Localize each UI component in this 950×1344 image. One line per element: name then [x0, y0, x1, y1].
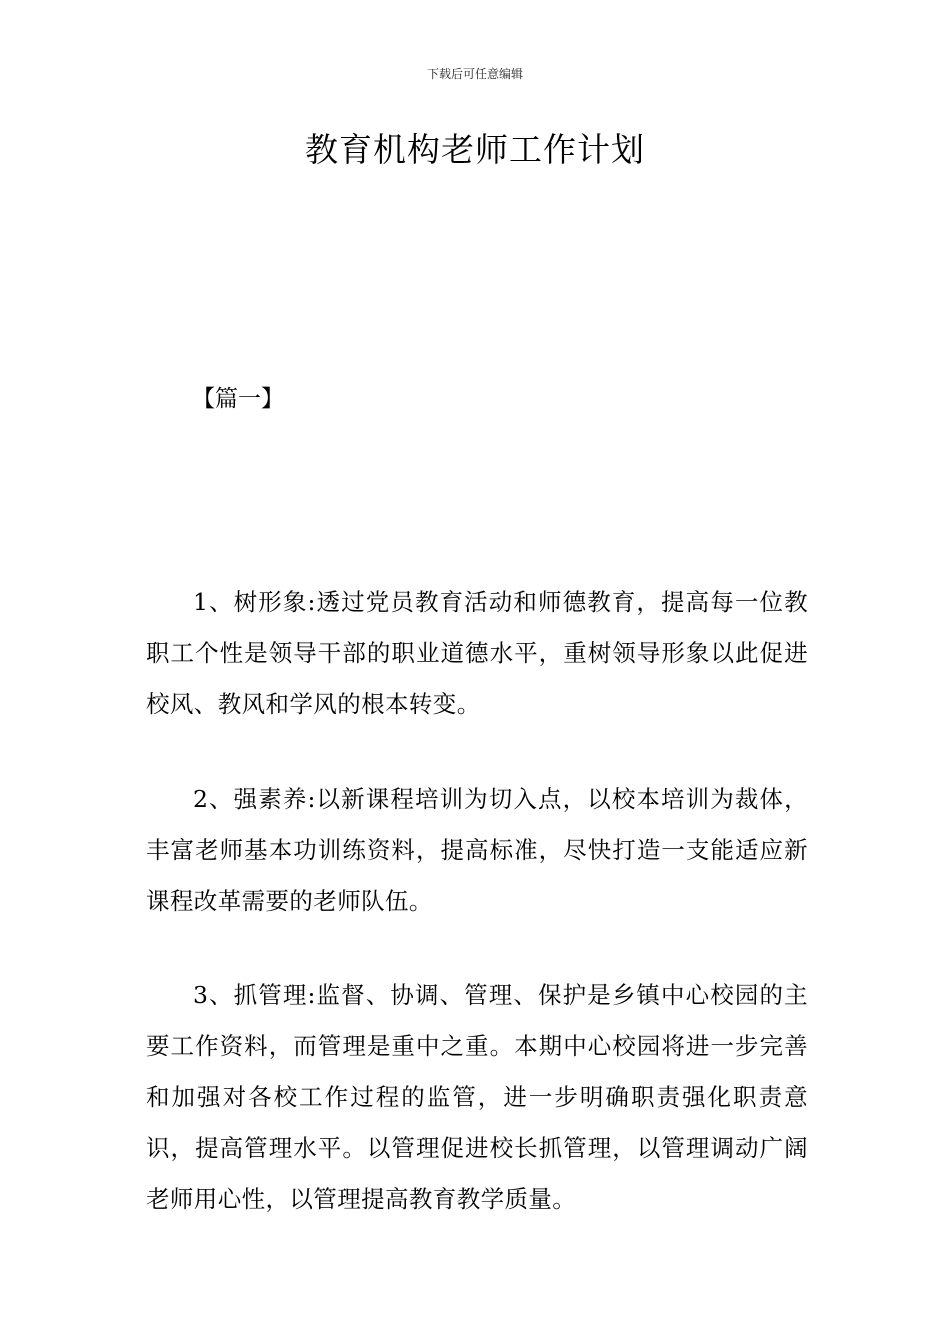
section-label: 【篇一】 — [192, 386, 284, 412]
paragraph-2: 2、强素养:以新课程培训为切入点，以校本培训为裁体，丰富老师基本功训练资料，提高标准，尽快打造一支能适应新课程改革需要的老师队伍。 — [146, 785, 808, 915]
paragraph-1: 1、树形象:透过党员教育活动和师德教育，提高每一位教职工个性是领导干部的职业道德水平，重树领导形象以此促进校风、教风和学风的根本转变。 — [146, 588, 808, 718]
document-title: 教育机构老师工作计划 — [305, 130, 645, 169]
paragraph-3: 3、抓管理:监督、协调、管理、保护是乡镇中心校园的主要工作资料，而管理是重中之重。本期中心校园将进一步完善和加强对各校工作过程的监管，进一步明确职责强化职责意识，提高管理水平。以管理促进校长抓管理，以管理调动广阔老师用心性，以管理提高教育教学质量。 — [146, 981, 808, 1213]
header-note: 下载后可任意编辑 — [426, 67, 523, 81]
paragraph-block-3 — [146, 970, 808, 1225]
paragraph-block-1 — [146, 577, 808, 730]
paragraph-block-2 — [146, 774, 808, 927]
